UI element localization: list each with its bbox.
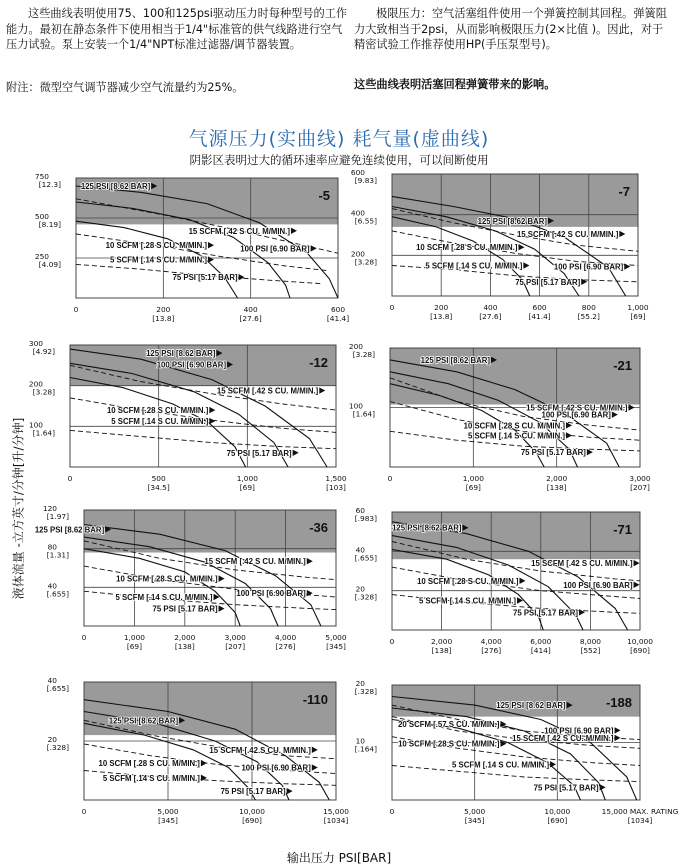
curve-label: 10 SCFM [.28 S CU. M/MIN.] (463, 421, 565, 431)
intro-text-right (354, 6, 672, 53)
curve-label: 15 SCFM [.42 S CU. M/MIN.] (209, 745, 311, 755)
curve-label: 125 PSI [8.62 BAR] (34, 525, 105, 535)
model-number: -12 (309, 355, 328, 370)
x-tick-sublabel: [276] (275, 642, 296, 651)
x-tick-sublabel: [69] (630, 312, 646, 321)
x-tick-sublabel: [41.4] (528, 312, 551, 321)
y-tick-sublabel: [4.92] (32, 347, 55, 356)
chart-panel-71 (354, 506, 653, 655)
y-tick-label: 600 (350, 168, 365, 177)
x-tick-label: 2,000 (174, 633, 196, 642)
x-tick-label: 1,000 (462, 474, 484, 483)
pointer-arrow-icon (291, 228, 297, 234)
curve-label: 125 PSI [8.62 BAR] (80, 182, 151, 191)
pointer-arrow-icon (293, 450, 299, 456)
y-tick-sublabel: [8.19] (38, 220, 61, 229)
y-tick-sublabel: [.328] (46, 743, 69, 752)
pointer-arrow-icon (201, 760, 207, 766)
x-tick-label: 500 (151, 474, 166, 483)
x-tick-label: 1,000 (123, 633, 145, 642)
curve-label: 75 PSI [5.17 BAR] (520, 448, 586, 458)
pointer-arrow-icon (518, 244, 524, 250)
x-tick-sublabel: [69] (465, 483, 481, 492)
chart-panel-5 (34, 172, 350, 323)
y-tick-label: 300 (28, 339, 43, 348)
pointer-arrow-icon (619, 231, 625, 237)
pointer-arrow-icon (287, 788, 293, 794)
x-tick-sublabel: [13.8] (152, 314, 175, 323)
note-left: 附注：微型空气调节器减少空气流量约为25%。 (6, 81, 244, 94)
curve-label: 10 SCFM [.28 S CU. M/MIN.] (106, 406, 209, 416)
y-tick-sublabel: [12.3] (38, 180, 61, 189)
pointer-arrow-icon (219, 575, 225, 581)
curve-label: 75 PSI [5.17 BAR] (152, 604, 218, 614)
pointer-arrow-icon (208, 242, 214, 248)
curve-label: 15 SCFM [.42 S CU. M/MIN.] (216, 386, 319, 396)
curve-label: 75 PSI [5.17 BAR] (513, 608, 578, 618)
y-tick-label: 60 (355, 506, 365, 515)
curve-label: 5 SCFM [.14 S CU. M/MIN.] (102, 773, 200, 783)
x-tick-label: 0 (389, 637, 395, 646)
model-number: -5 (318, 188, 330, 203)
x-tick-sublabel: [552] (580, 646, 601, 655)
y-tick-label: 200 (350, 249, 365, 259)
curve-label: 5 SCFM [.14 S CU. M/MIN.] (425, 261, 523, 271)
chart-panel-188 (354, 679, 678, 825)
x-tick-label: 1,500 (325, 474, 347, 483)
y-tick-label: 40 (355, 545, 365, 555)
consumption-curve (70, 398, 336, 433)
curve-label: 100 PSI [6.90 BAR] (156, 360, 227, 370)
x-tick-sublabel: [34.5] (147, 483, 170, 492)
x-tick-label: 0 (389, 807, 395, 816)
curve-label: 125 PSI [8.62 BAR] (108, 716, 179, 726)
chart-subtitle: 阴影区表明过大的循环速率应避免连续使用，可以间断使用 (189, 153, 489, 167)
pointer-arrow-icon (550, 761, 556, 767)
x-tick-sublabel: [1034] (323, 816, 349, 825)
pointer-arrow-icon (579, 609, 585, 615)
x-tick-sublabel: [13.8] (430, 312, 453, 321)
x-tick-sublabel: [1034] (627, 816, 653, 825)
x-tick-sublabel: [690] (547, 816, 568, 825)
x-tick-label: 15,000 MAX. RATING (601, 807, 678, 816)
y-tick-label: 80 (47, 542, 57, 552)
pointer-arrow-icon (209, 418, 215, 424)
pointer-arrow-icon (312, 747, 318, 753)
curve-label: 15 SCFM [.42 S CU. M/MIN.] (204, 557, 306, 567)
curve-label: 15 SCFM [.42 S CU. M/MIN.] (531, 559, 633, 569)
x-tick-sublabel: [207] (630, 483, 650, 492)
curve-label: 75 PSI [5.17 BAR] (220, 787, 286, 797)
intro-text-left (6, 6, 348, 53)
x-tick-label: 800 (581, 303, 596, 312)
y-tick-sublabel: [.655] (354, 553, 377, 563)
pointer-arrow-icon (523, 262, 529, 268)
y-tick-label: 100 (28, 420, 43, 430)
x-tick-label: 600 (532, 303, 547, 312)
x-tick-label: 1,000 (236, 474, 258, 483)
model-number: -21 (613, 358, 632, 373)
curve-label: 100 PSI [6.90 BAR] (553, 262, 624, 272)
x-tick-label: 0 (387, 474, 393, 483)
pointer-arrow-icon (566, 432, 572, 438)
curve-label: 5 SCFM [.14 S CU. M/MIN.] (111, 417, 209, 427)
chart-panel-7 (350, 168, 649, 321)
y-tick-label: 120 (42, 504, 57, 513)
y-tick-sublabel: [.655] (46, 589, 69, 599)
curve-label: 100 PSI [6.90 BAR] (240, 244, 310, 254)
pointer-arrow-icon (519, 578, 525, 584)
curve-label: 5 SCFM [.14 S CU. M/MIN.] (115, 593, 213, 602)
y-tick-label: 40 (47, 581, 57, 591)
curve-label: 125 PSI [8.62 BAR] (477, 216, 547, 226)
curve-label: 10 SCFM [.28 S CU. M/MIN.] (398, 739, 500, 749)
intro-left-text: 这些曲线表明使用75、100和125psi驱动压力时每种型号的工作能力。最初在静态条件下使用相当于1/4"标准管的供气线路进行空气压力试验。泵上安装一个1/4"NPT标准过滤器/调节器装置。 (6, 7, 348, 51)
y-tick-sublabel: [1.64] (352, 409, 375, 419)
x-tick-sublabel: [276] (481, 646, 502, 655)
pointer-arrow-icon (311, 245, 317, 251)
curve-label: 15 SCFM [.42 S CU. M/MIN.] (516, 229, 619, 239)
x-tick-label: 0 (81, 633, 87, 642)
curve-label: 100 PSI [6.90 BAR] (241, 763, 311, 773)
x-tick-sublabel: [345] (326, 642, 346, 651)
x-tick-sublabel: [345] (464, 816, 485, 825)
x-tick-label: 400 (243, 305, 258, 314)
pointer-arrow-icon (587, 449, 593, 455)
x-tick-sublabel: [69] (239, 483, 255, 492)
model-number: -7 (618, 184, 630, 199)
x-tick-sublabel: [103] (326, 483, 346, 492)
x-tick-sublabel: [138] (546, 483, 567, 492)
curve-label: 15 SCFM [.42 S CU. M/MIN.] (512, 733, 614, 743)
curve-label: 10 SCFM [.28 S CU. M/MIN.] (98, 759, 200, 769)
note-right: 这些曲线表明活塞回程弹簧带来的影响。 (354, 78, 556, 91)
x-tick-label: 2,000 (431, 637, 453, 646)
y-tick-label: 750 (34, 172, 49, 181)
y-tick-label: 200 (348, 342, 363, 351)
chart-panel-36 (34, 504, 347, 651)
pointer-arrow-icon (312, 764, 318, 770)
x-tick-label: 10,000 (544, 807, 571, 816)
y-tick-sublabel: [1.31] (46, 550, 69, 560)
curve-label: 75 PSI [5.17 BAR] (226, 448, 292, 458)
curve-label: 100 PSI [6.90 BAR] (544, 726, 614, 736)
model-number: -36 (309, 520, 328, 535)
curve-label: 5 SCFM [.14 S CU. M/MIN.] (467, 431, 565, 441)
curve-label: 125 PSI [8.62 BAR] (146, 349, 216, 359)
y-tick-sublabel: [3.28] (32, 387, 55, 397)
x-tick-label: 3,000 (224, 633, 246, 642)
pointer-arrow-icon (615, 727, 621, 733)
intro-right-text: 极限压力：空气活塞组件使用一个弹簧控制其回程。弹簧阻力大致相当于2psi，从而影响极限压力(2×比值 )。因此，对于精密试验工作推荐使用HP(手压泵型号)。 (354, 7, 667, 51)
x-tick-sublabel: [690] (242, 816, 262, 825)
curve-label: 15 SCFM [.42 S CU. M/MIN.] (526, 403, 628, 413)
pointer-arrow-icon (600, 784, 606, 790)
x-tick-label: 200 (156, 305, 171, 314)
x-tick-label: 6,000 (530, 637, 552, 646)
pointer-arrow-icon (239, 274, 245, 280)
chart-panel-21 (348, 342, 651, 492)
x-axis-label: 输出压力 PSI[BAR] (286, 851, 392, 865)
shaded-region (392, 512, 640, 559)
pointer-arrow-icon (629, 404, 635, 410)
x-tick-label: 5,000 (325, 633, 347, 642)
curve-label: 20 SCFM [.57 S CU. M/MIN.] (398, 720, 500, 730)
x-tick-label: 200 (434, 303, 449, 312)
x-tick-label: 5,000 (464, 807, 486, 816)
y-tick-label: 400 (350, 208, 365, 218)
x-tick-label: 10,000 (239, 807, 265, 816)
pointer-arrow-icon (208, 256, 214, 262)
y-tick-label: 20 (355, 584, 365, 594)
y-tick-sublabel: [1.64] (32, 428, 55, 438)
x-tick-label: 4,000 (480, 637, 502, 646)
y-tick-label: 10 (355, 736, 365, 746)
curve-label: 5 SCFM [.14 S CU. M/MIN.] (109, 255, 207, 265)
y-tick-label: 20 (47, 735, 57, 744)
x-tick-label: 4,000 (275, 633, 297, 642)
x-tick-label: 5,000 (157, 807, 179, 816)
pointer-arrow-icon (209, 407, 215, 413)
x-tick-label: 10,000 (627, 637, 653, 646)
pressure-curve (392, 549, 543, 630)
x-tick-sublabel: [138] (431, 646, 452, 655)
model-number: -188 (605, 695, 632, 710)
y-tick-sublabel: [3.28] (354, 257, 377, 267)
pressure-curve (392, 217, 530, 296)
y-tick-label: 20 (355, 679, 365, 688)
x-tick-label: 15,000 (323, 807, 349, 816)
curve-label: 125 PSI [8.62 BAR] (392, 523, 462, 533)
y-tick-sublabel: [.328] (354, 592, 377, 602)
y-tick-label: 200 (28, 379, 43, 389)
y-tick-label: 100 (348, 401, 363, 411)
x-tick-label: 600 (330, 305, 346, 314)
x-tick-label: 0 (73, 305, 79, 314)
curve-label: 5 SCFM [.14 S CU. M/MIN.] (452, 760, 550, 770)
chart-title: 气源压力(实曲线) 耗气量(虚曲线) (188, 128, 490, 150)
shaded-region (84, 682, 336, 735)
curve-label: 125 PSI [8.62 BAR] (496, 701, 566, 711)
shaded-region (84, 510, 336, 553)
x-tick-sublabel: [27.6] (239, 314, 262, 323)
y-tick-label: 40 (47, 676, 57, 685)
x-tick-sublabel: [41.4] (326, 314, 350, 323)
model-number: -110 (302, 692, 328, 707)
curve-label: 125 PSI [8.62 BAR] (420, 355, 490, 365)
pointer-arrow-icon (634, 582, 640, 588)
curve-label: 100 PSI [6.90 BAR] (541, 410, 611, 420)
curve-label: 100 PSI [6.90 BAR] (563, 580, 633, 590)
x-tick-sublabel: [138] (174, 642, 195, 651)
x-tick-label: 0 (67, 474, 73, 483)
y-tick-sublabel: [.655] (46, 684, 69, 693)
curve-label: 10 SCFM [.28 S CU. M/MIN.] (105, 241, 207, 251)
y-tick-label: 500 (34, 212, 49, 221)
curve-label: 10 SCFM [.28 S CU. M/MIN.] (116, 574, 218, 584)
curve-label: 100 PSI [6.90 BAR] (236, 589, 306, 599)
x-tick-label: 1,000 (627, 303, 649, 312)
pointer-arrow-icon (307, 558, 313, 564)
y-tick-sublabel: [.328] (354, 687, 377, 696)
y-tick-sublabel: [6.55] (354, 216, 377, 226)
x-tick-sublabel: [690] (630, 646, 650, 655)
pointer-arrow-icon (319, 387, 325, 393)
x-tick-label: 3,000 (629, 474, 651, 483)
y-tick-sublabel: [1.97] (46, 512, 69, 521)
y-axis-label: 液体流量 -立方英寸/分钟[升/分钟] (11, 417, 26, 600)
x-tick-label: 2,000 (546, 474, 568, 483)
y-tick-sublabel: [.164] (354, 744, 377, 754)
curve-label: 5 SCFM [.14 S CU. M/MIN.] (418, 596, 516, 606)
y-tick-sublabel: [4.09] (38, 260, 61, 269)
chart-panel-110 (46, 676, 349, 825)
curve-label: 75 PSI [5.17 BAR] (515, 277, 581, 287)
x-tick-label: 8,000 (579, 637, 601, 646)
x-tick-sublabel: [207] (225, 642, 246, 651)
y-tick-label: 250 (34, 252, 49, 261)
chart-panel-12 (28, 339, 347, 492)
x-tick-label: 0 (81, 807, 87, 816)
pointer-arrow-icon (624, 263, 630, 269)
curve-label: 10 SCFM [.28 S CU. M/MIN.] (417, 576, 519, 586)
x-tick-label: 400 (483, 303, 498, 312)
curve-label: 75 PSI [5.17 BAR] (172, 273, 238, 283)
curve-label: 75 PSI [5.17 BAR] (533, 783, 599, 793)
y-tick-sublabel: [.983] (354, 514, 377, 523)
y-tick-sublabel: [3.28] (352, 350, 375, 359)
x-tick-sublabel: [55.2] (577, 312, 600, 321)
curve-label: 10 SCFM [.28 S CU. M/MIN.] (416, 243, 518, 253)
pointer-arrow-icon (219, 605, 225, 611)
y-tick-sublabel: [9.83] (354, 176, 377, 185)
x-tick-sublabel: [414] (530, 646, 551, 655)
pointer-arrow-icon (634, 560, 640, 566)
consumption-curve (70, 430, 336, 448)
x-tick-sublabel: [345] (158, 816, 178, 825)
model-number: -71 (613, 522, 632, 537)
x-tick-label: 0 (389, 303, 395, 312)
curve-label: 15 SCFM [.42 S CU. M/MIN.] (188, 226, 290, 236)
x-tick-sublabel: [69] (126, 642, 142, 651)
pointer-arrow-icon (615, 735, 621, 741)
x-tick-sublabel: [27.6] (479, 312, 502, 321)
